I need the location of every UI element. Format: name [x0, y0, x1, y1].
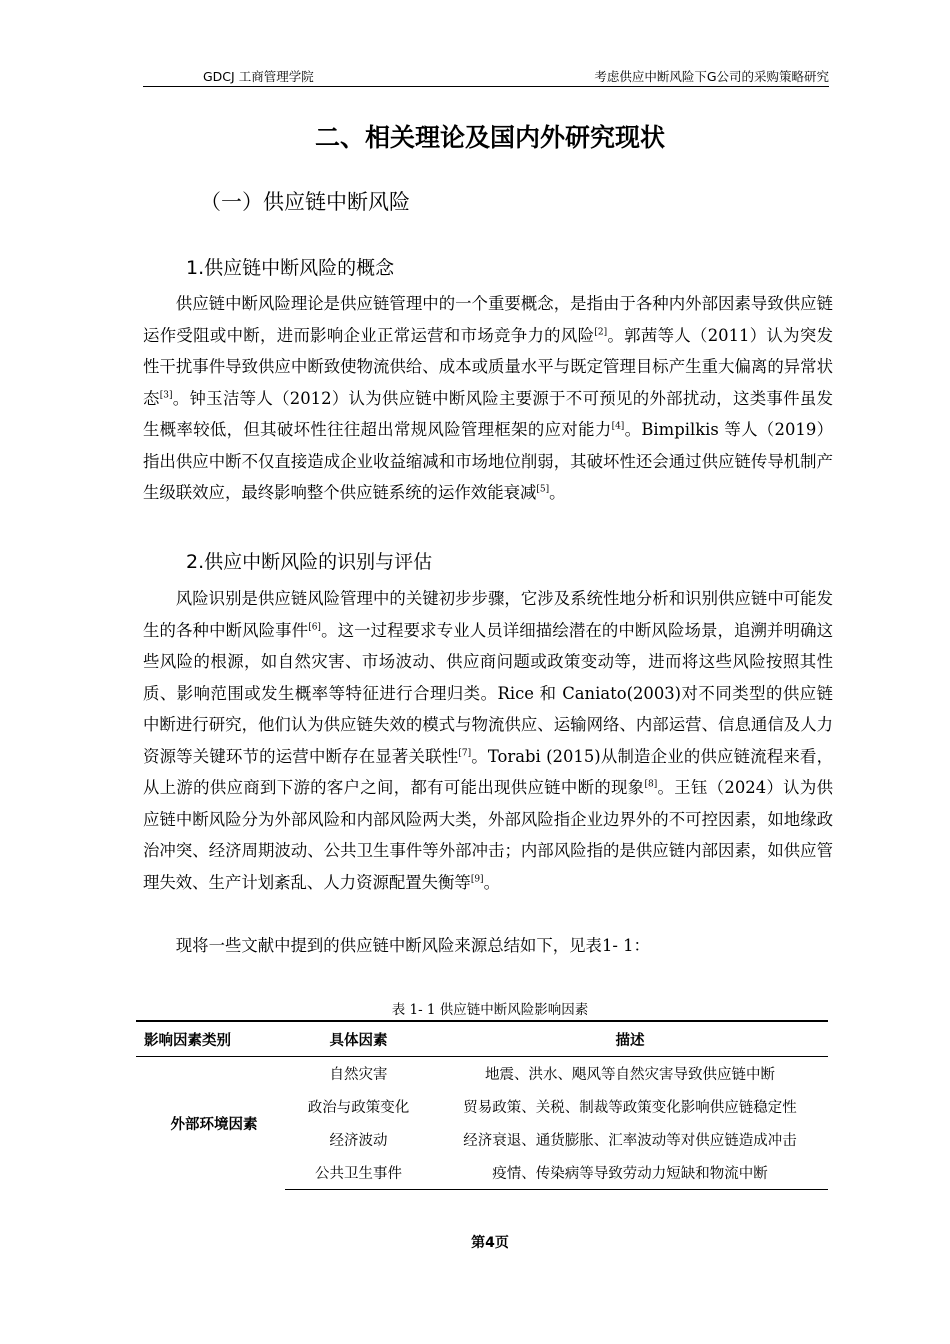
citation: [9] — [470, 874, 484, 885]
description-cell: 贸易政策、关税、制裁等政策变化影响供应链稳定性 — [463, 1100, 797, 1116]
paragraph-1 — [143, 288, 833, 509]
header-description: 描述 — [432, 1021, 828, 1057]
text-run: 。Bimpilkis 等人（2019）指出供应中断不仅直接造成企业收益缩减和市场地位削弱，其破坏性还会通过供应链传导机制产生级联效应，最终影响整个供应链系统的运作效能衰减 — [143, 420, 833, 502]
category-cell: 外部环境因素 — [170, 1116, 258, 1133]
citation: [5] — [536, 484, 550, 495]
citation: [2] — [594, 327, 608, 338]
risk-factor-table — [136, 1020, 828, 1190]
citation: [6] — [308, 622, 321, 633]
chapter-title: 二、相关理论及国内外研究现状 — [314, 123, 665, 152]
table-row — [136, 1057, 828, 1091]
text-run: 。郭茜等人（2011）认为突发性干扰事件导致供应中断致使物流供给、成本或质量水平与既定管理目标产生重大偏离的异常状态 — [143, 325, 834, 408]
text-run: 。钟玉洁等人（2012）认为供应链中断风险主要源于不可预见的外部扰动，这类事件虽发生概率较低，但其破坏性往往超出常规风险管理框架的应对能力 — [143, 388, 833, 439]
table-header-row — [136, 1021, 828, 1057]
text-run: 。 — [483, 872, 500, 892]
text-run: 风险识别是供应链风险管理中的关键初步步骤，它涉及系统性地分析和识别供应链中可能发生的各种中断风险事件 — [143, 589, 833, 640]
text-run: 。Torabi (2015)从制造企业的供应链流程来看，从上游的供应商到下游的客户之间，都有可能出现供应链中断的现象 — [143, 746, 834, 797]
header-category: 影响因素类别 — [136, 1021, 285, 1057]
paragraph-2-text — [143, 583, 833, 898]
text-run: 。 — [549, 483, 566, 502]
table-caption: 表 1- 1 供应链中断风险影响因素 — [391, 1002, 589, 1018]
header-left-text: GDCJ 工商管理学院 — [203, 69, 314, 84]
citation: [3] — [159, 390, 173, 401]
paragraph-2 — [143, 583, 833, 898]
citation: [8] — [644, 779, 658, 790]
text-run: 供应链中断风险理论是供应链管理中的一个重要概念，是指由于各种内外部因素导致供应链运作受阻或中断，进而影响企业正常运营和市场竞争力的风险 — [143, 294, 833, 345]
factor-cell: 自然灾害 — [329, 1067, 388, 1083]
paragraph-3-text: 现将一些文献中提到的供应链中断风险来源总结如下，见表1- 1： — [175, 936, 650, 955]
text-run: 。这一过程要求专业人员详细描绘潜在的中断风险场景，追溯并明确这些风险的根源，如自然灾害、市场波动、供应商问题或政策变动等，进而将这些风险按照其性质、影响范围或发生概率等特征进行合理归类。Rice 和 Caniato(2003)对不同类型的供应链中断进行研究，他们认为供应链失效的模式与物流供应、运输网络、内部运营、信息通信及人力资源等关键环节的运营中断存在显著关联性 — [143, 620, 834, 766]
factor-cell: 经济波动 — [329, 1133, 388, 1149]
paragraph-1-text — [143, 288, 833, 509]
section-heading: （一）供应链中断风险 — [200, 190, 410, 214]
text-run: 。王钰（2024）认为供应链中断风险分为外部风险和内部风险两大类，外部风险指企业边界外的不可控因素，如地缘政治冲突、经济周期波动、公共卫生事件等外部冲击；内部风险指的是供应链内部因素，如供应管理失效、生产计划紊乱、人力资源配置失衡等 — [143, 778, 833, 892]
description-cell: 经济衰退、通货膨胀、汇率波动等对供应链造成冲击 — [463, 1133, 797, 1149]
header-factor: 具体因素 — [285, 1021, 432, 1057]
factor-cell: 政治与政策变化 — [307, 1100, 410, 1116]
subsection-heading-2: 2.供应中断风险的识别与评估 — [186, 551, 433, 573]
paragraph-3 — [143, 930, 833, 962]
subsection-heading-1: 1.供应链中断风险的概念 — [186, 257, 395, 279]
header-right-text: 考虑供应中断风险下G公司的采购策略研究 — [594, 69, 829, 84]
description-cell: 疫情、传染病等导致劳动力短缺和物流中断 — [432, 1156, 828, 1190]
page-number: 第4页 — [471, 1235, 509, 1251]
citation: [4] — [611, 421, 625, 432]
citation: [7] — [458, 748, 472, 759]
page-header — [143, 64, 829, 87]
description-cell: 地震、洪水、飓风等自然灾害导致供应链中断 — [485, 1067, 775, 1083]
factor-cell: 公共卫生事件 — [285, 1156, 432, 1190]
